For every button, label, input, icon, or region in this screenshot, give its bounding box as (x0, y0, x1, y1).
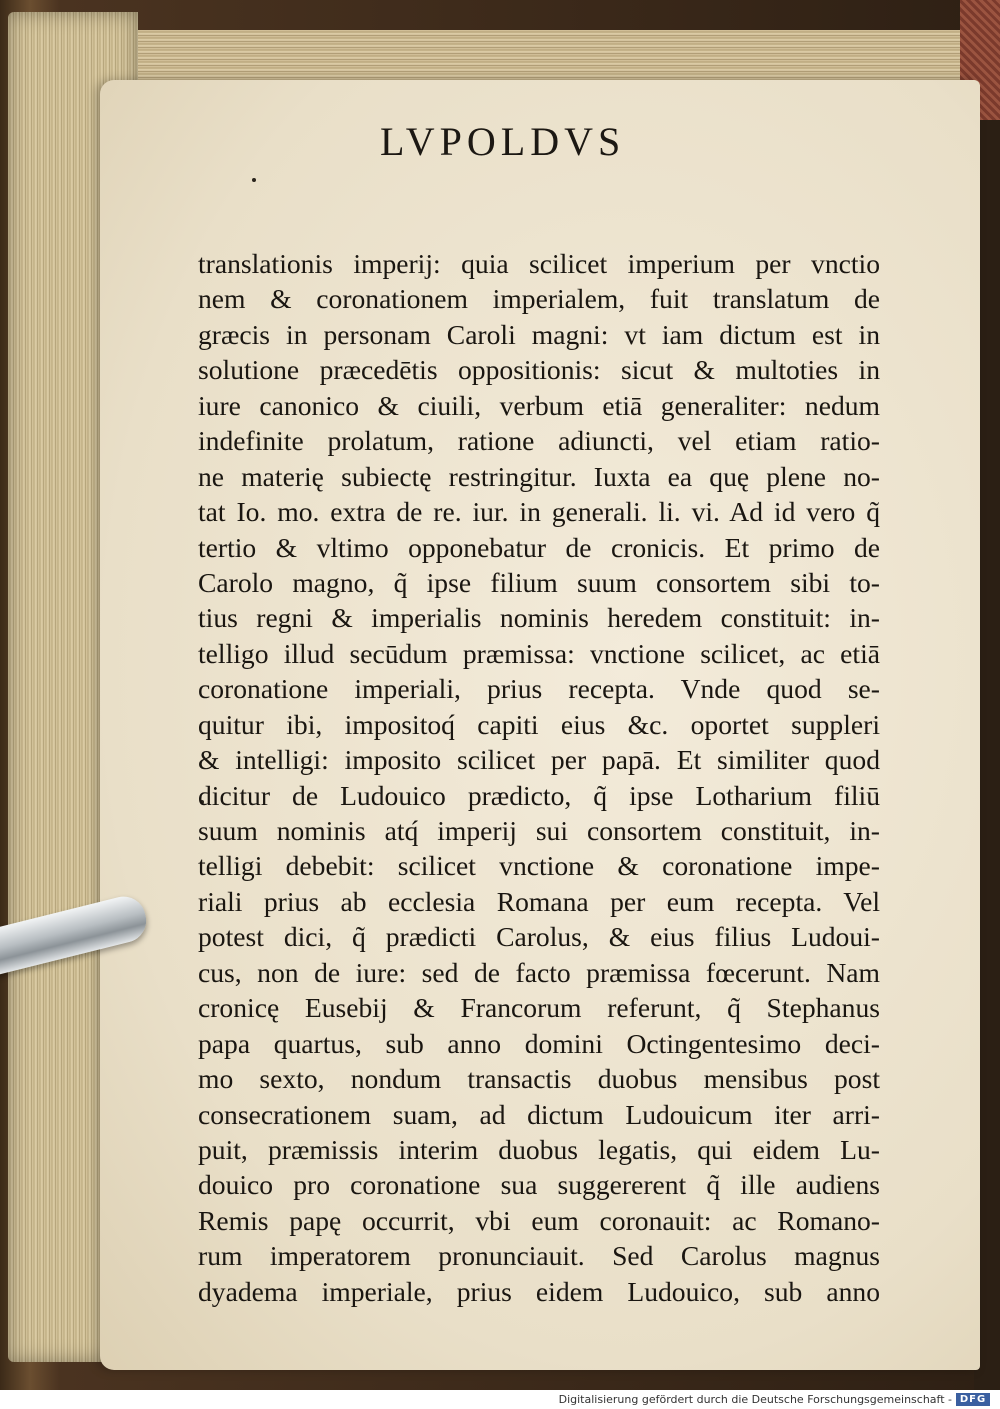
page-mark (252, 178, 256, 182)
funding-credit: Digitalisierung gefördert durch die Deutsche Forschungsgemeinschaft - (558, 1393, 952, 1406)
text-line: solutione præcedētis oppositionis: sicut & multoties in (198, 354, 880, 386)
text-line: telligi debebit: scilicet vnctione & coronatione impe- (198, 850, 880, 882)
text-line: douico pro coronatione sua suggererent q̃ ille audiens (198, 1169, 880, 1201)
text-line: tat Io. mo. extra de re. iur. in generali. li. vi. Ad id vero q̃ (198, 496, 880, 528)
text-line: indefinite prolatum, ratione adiuncti, vel etiam ratio- (198, 425, 880, 457)
running-header: LVPOLDVS (380, 119, 626, 164)
text-line: dicitur de Ludouico prædicto, q̃ ipse Lotharium filiū (198, 779, 880, 811)
text-line: papa quartus, sub anno domini Octingentesimo deci- (198, 1027, 880, 1059)
text-line: quitur ibi, impositoq́ capiti eius &c. oportet suppleri (198, 708, 880, 740)
text-line: rum imperatorem pronunciauit. Sed Carolus magnus (198, 1240, 880, 1272)
dfg-logo: DFG (956, 1393, 990, 1406)
body-text (198, 246, 880, 1309)
text-line: telligo illud secūdum præmissa: vnctione scilicet, ac etiā (198, 637, 880, 669)
text-line: coronatione imperiali, prius recepta. Vnde quod se- (198, 673, 880, 705)
text-line: ne materię subiectę restringitur. Iuxta ea quę plene no- (198, 460, 880, 492)
text-line: translationis imperij: quia scilicet imperium per vnctio (198, 248, 880, 279)
text-line: cronicę Eusebij & Francorum referunt, q̃ Stephanus (198, 992, 880, 1024)
text-line: mo sexto, nondum transactis duobus mensibus post (198, 1063, 880, 1095)
text-line: nem & coronationem imperialem, fuit translatum de (198, 283, 880, 315)
text-line: græcis in personam Caroli magni: vt iam dictum est in (198, 318, 880, 350)
text-line: Carolo magno, q̃ ipse filium suum consortem sibi to- (198, 566, 880, 598)
text-line: suum nominis atq́ imperij sui consortem constituit, in- (198, 815, 880, 846)
text-line: potest dici, q̃ prædicti Carolus, & eius filius Ludoui- (198, 921, 880, 953)
text-line: Remis papę occurrit, vbi eum coronauit: ac Romano- (198, 1204, 880, 1236)
text-line: consecrationem suam, ad dictum Ludouicum iter arri- (198, 1098, 880, 1130)
text-line: iure canonico & ciuili, verbum etiā generaliter: nedum (198, 389, 880, 421)
text-line: cus, non de iure: sed de facto præmissa fœcerunt. Nam (198, 956, 880, 988)
text-line: puit, præmissis interim duobus legatis, qui eidem Lu- (198, 1133, 880, 1165)
text-line: dyadema imperiale, prius eidem Ludouico, sub anno (198, 1275, 880, 1307)
text-line: tertio & vltimo opponebatur de cronicis. Et primo de (198, 531, 880, 563)
text-line: & intelligi: imposito scilicet per papā. Et similiter quod (198, 744, 880, 776)
text-line: tius regni & imperialis nominis heredem constituit: in- (198, 602, 880, 634)
text-line: riali prius ab ecclesia Romana per eum recepta. Vel (198, 885, 880, 917)
